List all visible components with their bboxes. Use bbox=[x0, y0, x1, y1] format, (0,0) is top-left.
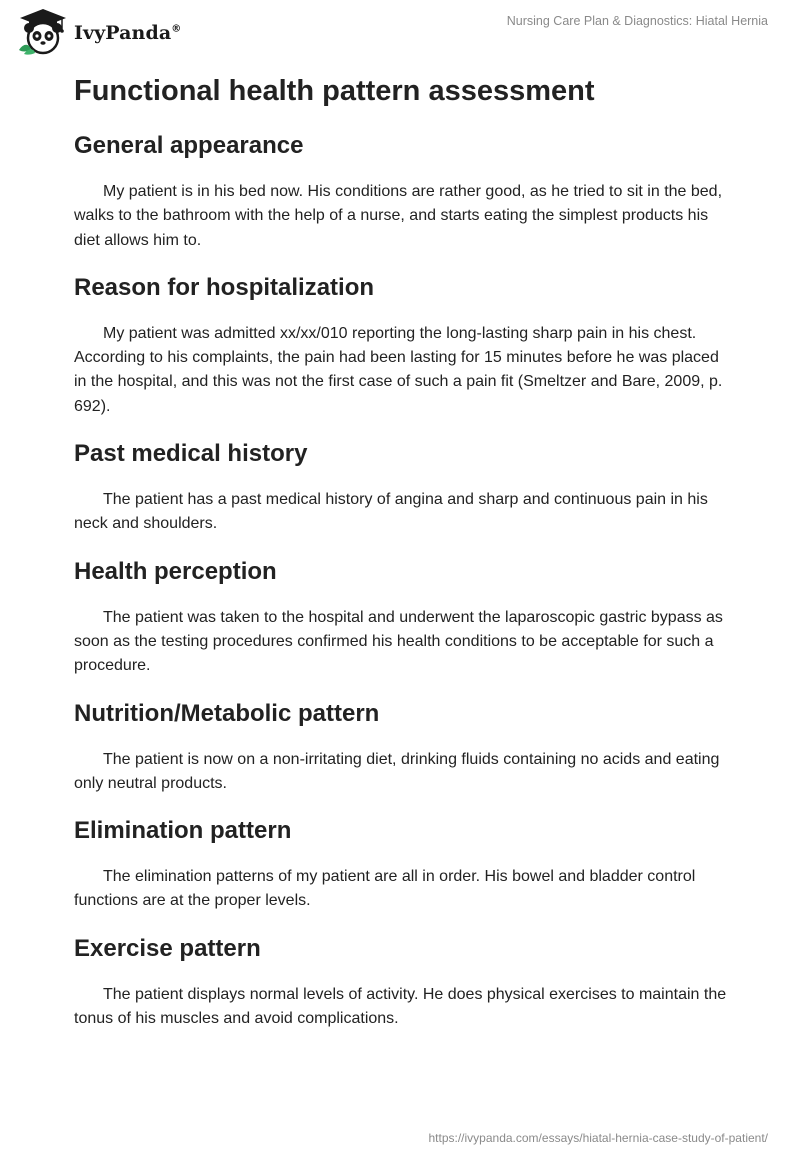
section-general-appearance bbox=[74, 130, 734, 253]
section-nutrition-metabolic-pattern bbox=[74, 698, 734, 797]
section-paragraph: My patient is in his bed now. His conditions are rather good, as he tried to sit in the bed, walks to the bathroom with the help of a nurse, and starts eating the simplest products his diet allows him to. bbox=[74, 183, 723, 249]
section-paragraph: My patient was admitted xx/xx/010 reporting the long-lasting sharp pain in his chest. According to his complaints, the pain had been lasting for 15 minutes before he was placed in the hospital, and this was not the first case of such a pain fit (Smeltzer and Bare, 2009, p. 692). bbox=[74, 324, 723, 415]
section-paragraph: The elimination patterns of my patient are all in order. His bowel and bladder control functions are at the proper levels. bbox=[74, 868, 696, 910]
section-heading: Past medical history bbox=[74, 440, 308, 468]
running-head: Nursing Care Plan & Diagnostics: Hiatal Hernia bbox=[506, 14, 768, 28]
section-exercise-pattern bbox=[74, 933, 734, 1032]
brand-name: IvyPanda® bbox=[74, 22, 182, 44]
section-heading: Exercise pattern bbox=[74, 934, 261, 962]
section-heading: Elimination pattern bbox=[74, 817, 292, 845]
section-reason-for-hospitalization bbox=[74, 272, 734, 419]
section-paragraph: The patient was taken to the hospital and underwent the laparoscopic gastric bypass as soon as the testing procedures confirmed his health conditions to be acceptable for such a procedure. bbox=[74, 608, 723, 675]
section-paragraph: The patient displays normal levels of activity. He does physical exercises to maintain the tonus of his muscles and avoid complications. bbox=[74, 985, 727, 1028]
page-header bbox=[0, 0, 800, 64]
page-title: Functional health pattern assessment bbox=[74, 75, 595, 107]
section-health-perception bbox=[74, 556, 734, 679]
section-past-medical-history bbox=[74, 438, 734, 537]
essay-content bbox=[74, 70, 734, 1031]
source-url-link[interactable]: https://ivypanda.com/essays/hiatal-hernia-case-study-of-patient/ bbox=[428, 1131, 768, 1145]
panda-graduation-cap-icon bbox=[16, 6, 70, 56]
section-heading: Reason for hospitalization bbox=[74, 273, 375, 301]
section-paragraph: The patient is now on a non-irritating diet, drinking fluids containing no acids and eating only neutral products. bbox=[74, 750, 720, 792]
section-heading: Health perception bbox=[74, 557, 277, 585]
section-heading: General appearance bbox=[74, 132, 304, 159]
section-elimination-pattern bbox=[74, 815, 734, 914]
brand-logo[interactable] bbox=[16, 6, 181, 56]
section-heading: Nutrition/Metabolic pattern bbox=[74, 699, 380, 727]
section-paragraph: The patient has a past medical history of angina and sharp and continuous pain in his neck and shoulders. bbox=[74, 491, 708, 533]
